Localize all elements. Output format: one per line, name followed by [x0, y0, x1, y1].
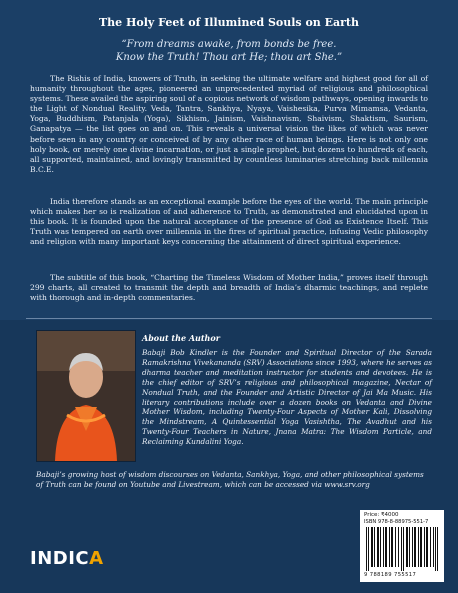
logo-accent-text: A	[89, 548, 104, 569]
author-discourses-note: Babaji’s growing host of wisdom discourses on Vedanta, Sankhya, Yoga, and other philosophical systems of Truth can be found on Youtube and Livestream, which can be accessed via www.srv.org	[36, 470, 424, 489]
quote-line-1: “From dreams awake, from bonds be free.	[121, 39, 337, 50]
quote-line-2: Know the Truth! Thou art He; thou art She.”	[115, 52, 343, 63]
publisher-logo	[30, 548, 104, 569]
barcode-digits: 9 788189 755517	[364, 572, 417, 578]
logo-main-text: INDIC	[30, 548, 90, 569]
epigraph-quote	[20, 38, 438, 64]
paragraph-1: The Rishis of India, knowers of Truth, in seeking the ultimate welfare and highest good for all of humanity throughout the ages, pioneered an unprecedented myriad of religious and philosophical systems. These availed the aspiring soul of a copious network of wisdom pathways, opening inwards to the Light of Nondual Reality. Veda, Tantra, Sankhya, Nyaya, Vaishesika, Purva Mimamsa, Vedanta, Yoga, Buddhism, Patanjala (Yoga), Sikhism, Jainism, Vaishnavism, Shaivism, Shaktism, Saurism, Ganapatya — the list goes on and on. This reveals a universal vision the likes of which was never before seen in any country or conceived of by any other race of human beings. Here is not only one holy book, or merely one divine incarnation, or just a single prophet, but dozens to hundreds of each, all supported, maintained, and lovingly transmitted by countless luminaries stretching back millennia B.C.E.	[30, 74, 428, 174]
author-portrait-illustration	[37, 331, 135, 461]
paragraph-3: The subtitle of this book, “Charting the Timeless Wisdom of Mother India,” proves itself through 299 charts, all created to transmit the depth and breadth of India’s dharmic teachings, and replete with thorough and in-depth commentaries.	[30, 273, 428, 303]
barcode-bars	[364, 527, 440, 571]
paragraph-2: India therefore stands as an exceptional example before the eyes of the world. The main principle which makes her so is realization of and adherence to Truth, as demonstrated and elucidated upon in this book. It is founded upon the natural acceptance of the presence of God as Existence Itself. This Truth was tempered on earth over millennia in the fires of spiritual practice, infusing Vedic philosophy and religion with many important keys concerning the attainment of direct spiritual experience.	[30, 197, 428, 247]
about-author-heading: About the Author	[142, 333, 220, 343]
page-title: The Holy Feet of Illumined Souls on Earth	[98, 16, 360, 29]
isbn-label: ISBN 978-8-88975-551-7	[364, 519, 429, 525]
price-label: Price: ₹4000	[364, 512, 399, 518]
section-divider	[26, 318, 432, 319]
barcode-box	[360, 510, 444, 582]
author-photo	[36, 330, 136, 462]
author-bio: Babaji Bob Kindler is the Founder and Spiritual Director of the Sarada Ramakrishna Vivekananda (SRV) Associations since 1993, where he serves as dharma teacher and meditation instructor for students and devotees. He is the chief editor of SRV’s religious and philosophical magazine, Nectar of Nondual Truth, and the Founder and Artistic Director of Jai Ma Music. His literary contributions include over a dozen books on Vedanta and Divine Mother Wisdom, including Twenty-Four Aspects of Mother Kali, Dissolving the Mindstream, A Quintessential Yoga Vasishtha, The Avadhut and his Twenty-Four Teachers in Nature, Jnana Matra: The Wisdom Particle, and Reclaiming Kundalini Yoga.	[142, 348, 432, 447]
